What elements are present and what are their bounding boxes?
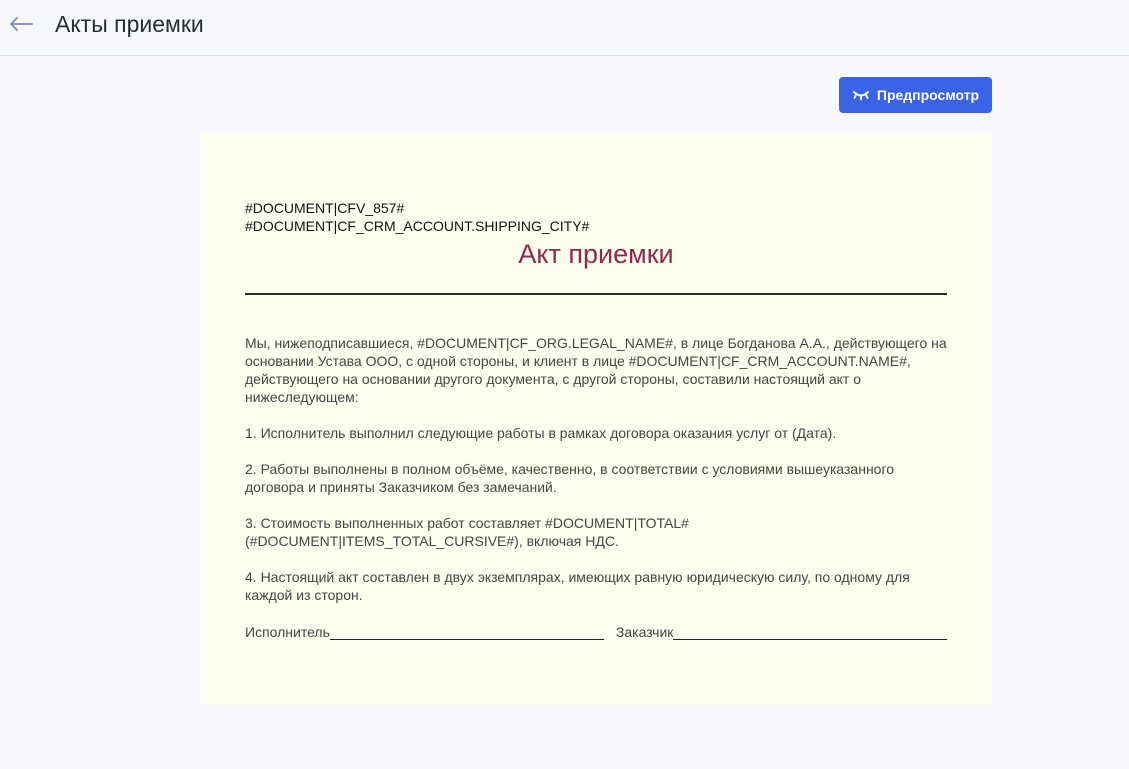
page-title: Акты приемки xyxy=(55,11,204,37)
arrow-left-icon xyxy=(6,10,36,38)
item-line: 4. Настоящий акт составлен в двух экземплярах, имеющих равную юридическую силу, по одному для xyxy=(245,569,910,585)
eye-closed-icon xyxy=(852,89,870,101)
back-button[interactable] xyxy=(6,10,36,38)
preview-button-label: Предпросмотр xyxy=(876,87,980,103)
customer-signature-label: Заказчик xyxy=(615,624,674,640)
document-title: Акт приемки xyxy=(518,239,674,269)
intro-line: Мы, нижеподписавшиеся, #DOCUMENT|CF_ORG.LEGAL_NAME#, в лице Богданова А.А., действующего на xyxy=(245,335,947,351)
intro-line: нижеследующем: xyxy=(245,389,359,405)
executor-signature-line xyxy=(330,624,604,640)
preview-button[interactable] xyxy=(839,77,992,113)
intro-line: действующего на основании другого документа, с другой стороны, составили настоящий акт о xyxy=(245,371,862,387)
item-line: 3. Стоимость выполненных работ составляет #DOCUMENT|TOTAL# xyxy=(245,515,689,531)
document-item-4 xyxy=(245,568,947,604)
document-item-3 xyxy=(245,514,947,550)
signature-row xyxy=(245,623,947,641)
document-intro-paragraph xyxy=(245,334,947,406)
document-divider xyxy=(245,293,947,295)
customer-signature-line xyxy=(673,624,947,640)
document-item-2 xyxy=(245,460,947,496)
page-header xyxy=(0,0,1129,56)
item-line: договора и приняты Заказчиком без замечаний. xyxy=(245,479,557,495)
item-line: (#DOCUMENT|ITEMS_TOTAL_CURSIVE#), включая НДС. xyxy=(245,533,619,549)
document-code-line: #DOCUMENT|CF_CRM_ACCOUNT.SHIPPING_CITY# xyxy=(245,218,590,234)
item-line: 1. Исполнитель выполнил следующие работы в рамках договора оказания услуг от (Дата). xyxy=(245,425,837,441)
document-code-line: #DOCUMENT|CFV_857# xyxy=(245,200,405,216)
document-item-1 xyxy=(245,424,947,442)
intro-line: основании Устава ООО, с одной стороны, и клиент в лице #DOCUMENT|CF_CRM_ACCOUNT.NAME#, xyxy=(245,353,911,369)
document-preview xyxy=(200,133,992,705)
item-line: 2. Работы выполнены в полном объёме, качественно, в соответствии с условиями вышеуказанного xyxy=(245,461,895,477)
document-content xyxy=(245,199,947,641)
executor-signature-label: Исполнитель xyxy=(245,624,330,640)
item-line: каждой из сторон. xyxy=(245,587,363,603)
